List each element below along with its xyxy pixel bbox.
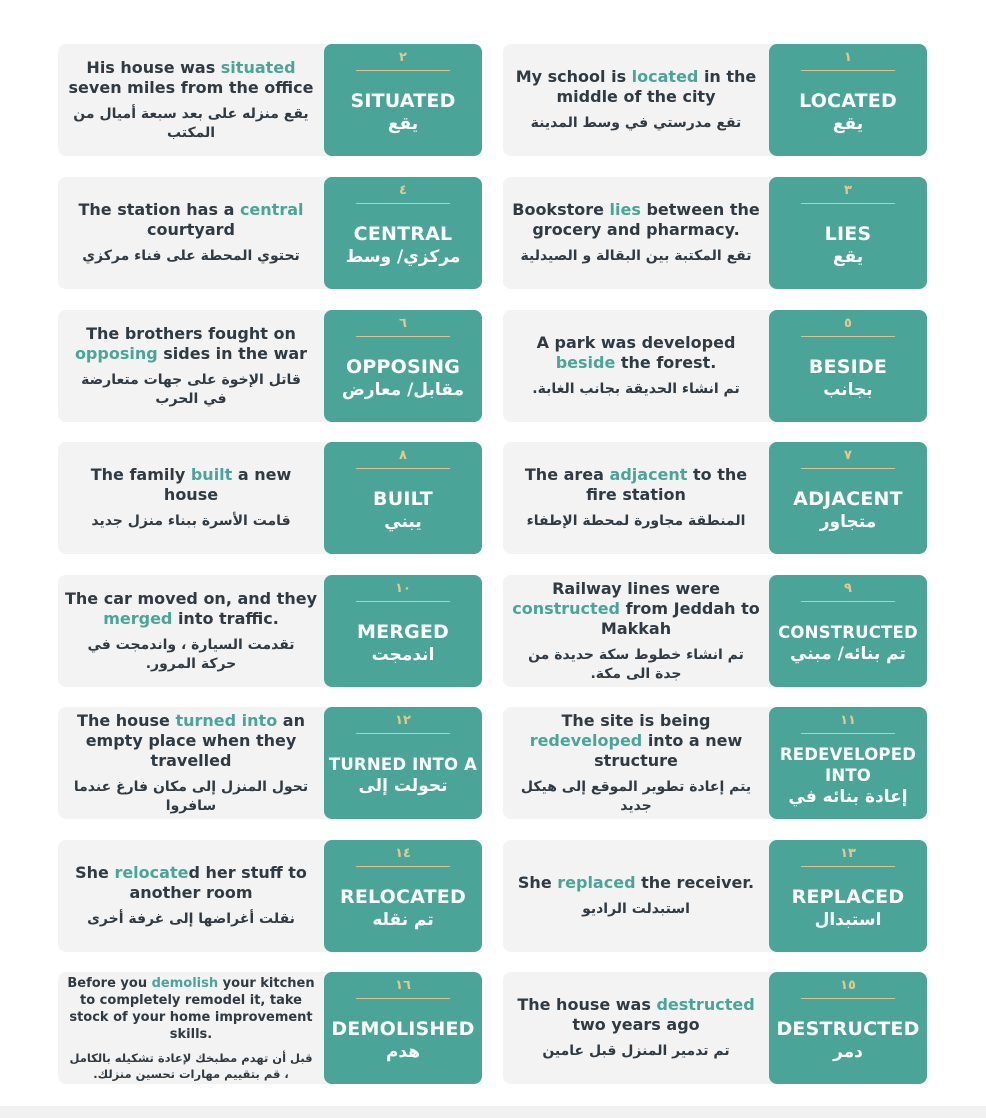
card-number: ٥ (844, 316, 852, 331)
number-divider (801, 70, 895, 71)
vocab-card (503, 310, 927, 422)
example-sentence (509, 711, 763, 771)
number-divider (356, 203, 450, 204)
arabic-translation: تقدمت السيارة ، واندمجت في حركة المرور. (87, 636, 295, 672)
card-number: ١١ (840, 713, 856, 728)
word-tile (324, 972, 482, 1084)
english-word: ADJACENT (793, 488, 903, 510)
sentence-start: My school is (515, 67, 632, 86)
example-panel (64, 575, 318, 687)
example-sentence (509, 995, 763, 1035)
arabic-word: يقع (387, 114, 419, 134)
word-block (324, 209, 482, 283)
word-tile (324, 707, 482, 819)
example-sentence (64, 975, 318, 1043)
arabic-translation: تحتوي المحطة على فناء مركزي (82, 248, 300, 264)
word-tile (769, 310, 927, 422)
number-divider (801, 203, 895, 204)
example-sentence (509, 333, 763, 373)
word-tile (769, 707, 927, 819)
sentence-end: an empty place when they travelled (85, 710, 305, 770)
arabic-word: إعادة بنائه في (788, 786, 908, 807)
arabic-word: تحولت إلى (358, 776, 448, 796)
example-panel (64, 707, 318, 819)
word-tile (769, 972, 927, 1084)
word-tile (769, 44, 927, 156)
highlighted-word: turned into (175, 710, 278, 730)
vocab-card (58, 442, 482, 554)
highlighted-word: situated (220, 57, 296, 77)
highlighted-word: constructed (512, 598, 620, 618)
vocab-card (503, 575, 927, 687)
word-tile (324, 44, 482, 156)
sentence-start: The brothers fought on (86, 323, 296, 343)
english-word: TURNED INTO A (328, 755, 478, 774)
highlighted-word: adjacent (609, 465, 688, 484)
word-tile (769, 840, 927, 952)
vocab-card (58, 44, 482, 156)
number-divider (801, 468, 895, 469)
word-block (769, 209, 927, 283)
sentence-start: Railway lines were (552, 578, 720, 598)
example-sentence (64, 200, 318, 240)
arabic-word: اندمجت (371, 645, 435, 665)
card-number: ٣ (844, 183, 852, 198)
word-block (769, 1004, 927, 1078)
vocab-card (58, 575, 482, 687)
english-word: CONSTRUCTED (778, 623, 918, 642)
word-block (769, 739, 927, 813)
number-divider (356, 70, 450, 71)
vocab-card (58, 310, 482, 422)
example-panel (509, 707, 763, 819)
highlighted-word: built (190, 465, 233, 484)
example-panel (64, 44, 318, 156)
sentence-start: She (517, 873, 558, 892)
card-number: ١٣ (840, 846, 856, 861)
vocab-card (58, 177, 482, 289)
arabic-word: مركزي/ وسط (345, 247, 461, 267)
arabic-word: تم نقله (372, 910, 434, 930)
word-block (324, 739, 482, 813)
card-number: ٩ (844, 581, 852, 596)
sentence-start: His house was (86, 57, 221, 77)
example-panel (64, 442, 318, 554)
number-divider (801, 866, 895, 867)
sentence-end: from Jeddah to Makkah (600, 598, 760, 638)
vocab-card (503, 840, 927, 952)
word-tile (769, 575, 927, 687)
example-sentence (509, 579, 763, 639)
card-number: ٦ (399, 316, 407, 331)
example-panel (509, 972, 763, 1084)
word-block (324, 342, 482, 416)
sentence-end: seven miles from the office (68, 77, 314, 97)
card-number: ٨ (399, 448, 407, 463)
sentence-end: your kitchen to completely remodel it, take stock of your home improvement skills. (69, 975, 315, 1042)
word-block (769, 474, 927, 548)
english-word: REDEVELOPED INTO (779, 744, 917, 785)
number-divider (356, 601, 450, 602)
example-panel (509, 840, 763, 952)
word-block (769, 607, 927, 681)
word-tile (324, 310, 482, 422)
card-number: ١٦ (395, 978, 411, 993)
highlighted-word: located (631, 67, 699, 86)
vocab-card (503, 177, 927, 289)
sentence-end: into a new structure (594, 730, 743, 770)
highlighted-word: replaced (557, 873, 636, 892)
sentence-start: The area (524, 465, 610, 484)
number-divider (801, 336, 895, 337)
number-divider (356, 336, 450, 337)
arabic-translation: تقع مدرستي في وسط المدينة (530, 115, 742, 131)
example-panel (64, 177, 318, 289)
word-block (769, 872, 927, 946)
sentence-start: Bookstore (512, 200, 610, 219)
word-tile (324, 442, 482, 554)
highlighted-word: central (239, 200, 304, 219)
highlighted-word: relocate (114, 863, 189, 882)
arabic-translation: المنطقة مجاورة لمحطة الإطفاء (526, 513, 746, 529)
example-sentence (509, 200, 763, 240)
sentence-end: two years ago (572, 1015, 700, 1034)
number-divider (356, 998, 450, 999)
word-block (769, 342, 927, 416)
sentence-end: in the middle of the city (556, 67, 757, 106)
example-sentence (64, 465, 318, 505)
sentence-start: The site is being (561, 710, 711, 730)
arabic-word: مقابل/ معارض (342, 380, 464, 400)
sentence-end: between the grocery and pharmacy. (532, 200, 760, 239)
example-panel (509, 442, 763, 554)
arabic-word: متجاور (819, 512, 877, 532)
number-divider (356, 866, 450, 867)
example-panel (64, 310, 318, 422)
highlighted-word: merged (103, 608, 173, 628)
example-sentence (509, 465, 763, 505)
arabic-translation: قاتل الإخوة على جهات متعارضة في الحرب (81, 371, 301, 407)
card-number: ٢ (399, 50, 407, 65)
english-word: REPLACED (791, 886, 905, 908)
english-word: OPPOSING (345, 356, 460, 378)
english-word: MERGED (356, 621, 450, 643)
number-divider (801, 998, 895, 999)
highlighted-word: redeveloped (529, 730, 643, 750)
word-tile (769, 177, 927, 289)
arabic-translation: نقلت أغراضها إلى غرفة أخرى (87, 911, 295, 927)
highlighted-word: beside (555, 353, 616, 372)
sentence-end: sides in the war (157, 343, 308, 363)
sentence-start: A park was developed (536, 333, 736, 352)
sentence-end: courtyard (147, 220, 235, 239)
english-word: DEMOLISHED (331, 1018, 475, 1040)
vocab-card (58, 840, 482, 952)
card-number: ١٤ (395, 846, 411, 861)
arabic-translation: تم تدمير المنزل قبل عامين (542, 1043, 730, 1059)
arabic-word: بجانب (823, 380, 873, 400)
arabic-translation: استبدلت الراديو (582, 901, 690, 917)
vocab-card (503, 707, 927, 819)
highlighted-word: destructed (656, 995, 755, 1014)
english-word: BUILT (373, 488, 433, 510)
example-sentence (64, 711, 318, 771)
card-number: ٤ (399, 183, 407, 198)
arabic-translation: تحول المنزل إلى مكان فارغ عندما سافروا (73, 778, 309, 814)
sentence-end: the forest. (615, 353, 717, 372)
arabic-word: دمر (833, 1042, 863, 1062)
arabic-word: هدم (385, 1042, 421, 1062)
word-block (324, 1004, 482, 1078)
example-sentence (64, 589, 318, 629)
word-tile (324, 575, 482, 687)
word-block (324, 76, 482, 150)
arabic-word: تم بنائه/ مبني (790, 644, 906, 664)
vocab-card (58, 972, 482, 1084)
english-word: LIES (824, 223, 872, 245)
word-block (769, 76, 927, 150)
sentence-start: Before you (67, 975, 152, 991)
english-word: CENTRAL (353, 223, 453, 245)
vocab-card (503, 442, 927, 554)
number-divider (801, 733, 895, 734)
english-word: SITUATED (350, 90, 456, 112)
highlighted-word: opposing (74, 343, 158, 363)
sentence-start: The family (90, 465, 191, 484)
word-block (324, 474, 482, 548)
arabic-translation: يتم إعادة تطوير الموقع إلى هيكل جديد (520, 778, 752, 814)
english-word: RELOCATED (340, 886, 466, 908)
sentence-start: The house (77, 710, 176, 730)
sentence-end: d her stuff to another room (129, 863, 307, 902)
word-tile (769, 442, 927, 554)
word-tile (324, 840, 482, 952)
arabic-translation: تم انشاء الحديقة بجانب الغابة. (532, 381, 740, 397)
example-panel (64, 972, 318, 1084)
sentence-start: She (75, 863, 115, 882)
card-number: ١ (844, 50, 852, 65)
sentence-start: The house was (517, 995, 657, 1014)
card-number: ١٠ (395, 581, 411, 596)
number-divider (801, 601, 895, 602)
highlighted-word: demolish (151, 975, 219, 991)
english-word: DESTRUCTED (776, 1018, 920, 1040)
arabic-translation: تقع المكتبة بين البقالة و الصيدلية (520, 248, 752, 264)
example-panel (509, 177, 763, 289)
word-block (324, 872, 482, 946)
sentence-start: The car moved on, and they (65, 588, 317, 608)
example-panel (509, 44, 763, 156)
sentence-end: the receiver. (635, 873, 755, 892)
arabic-word: استبدال (814, 910, 882, 930)
example-panel (509, 575, 763, 687)
sentence-end: into traffic. (172, 608, 279, 628)
arabic-word: يقع (832, 247, 864, 267)
english-word: LOCATED (799, 90, 897, 112)
arabic-translation: قامت الأسرة ببناء منزل جديد (91, 513, 291, 529)
example-panel (64, 840, 318, 952)
card-number: ١٥ (840, 978, 856, 993)
word-tile (324, 177, 482, 289)
example-sentence (64, 863, 318, 903)
number-divider (356, 733, 450, 734)
sentence-start: The station has a (78, 200, 240, 219)
example-sentence (64, 324, 318, 364)
vocab-card (58, 707, 482, 819)
vocab-card (503, 44, 927, 156)
card-number: ١٢ (395, 713, 411, 728)
arabic-word: يبني (384, 512, 422, 532)
arabic-translation: قبل أن تهدم مطبخك لإعادة تشكيله بالكامل ، قم بتقييم مهارات تحسين منزلك. (69, 1050, 313, 1081)
example-panel (509, 310, 763, 422)
arabic-translation: يقع منزله على بعد سبعة أميال من المكتب (73, 105, 309, 141)
footer-strip (0, 1106, 986, 1118)
highlighted-word: lies (609, 200, 641, 219)
word-block (324, 607, 482, 681)
vocab-card (503, 972, 927, 1084)
arabic-translation: تم انشاء خطوط سكة حديدة من جدة الى مكة. (528, 646, 744, 682)
sentence-end: a new house (163, 465, 292, 504)
example-sentence (64, 58, 318, 98)
arabic-word: يقع (832, 114, 864, 134)
sentence-end: to the fire station (586, 465, 748, 504)
card-number: ٧ (844, 448, 852, 463)
english-word: BESIDE (808, 356, 888, 378)
number-divider (356, 468, 450, 469)
example-sentence (509, 67, 763, 107)
example-sentence (518, 873, 754, 893)
